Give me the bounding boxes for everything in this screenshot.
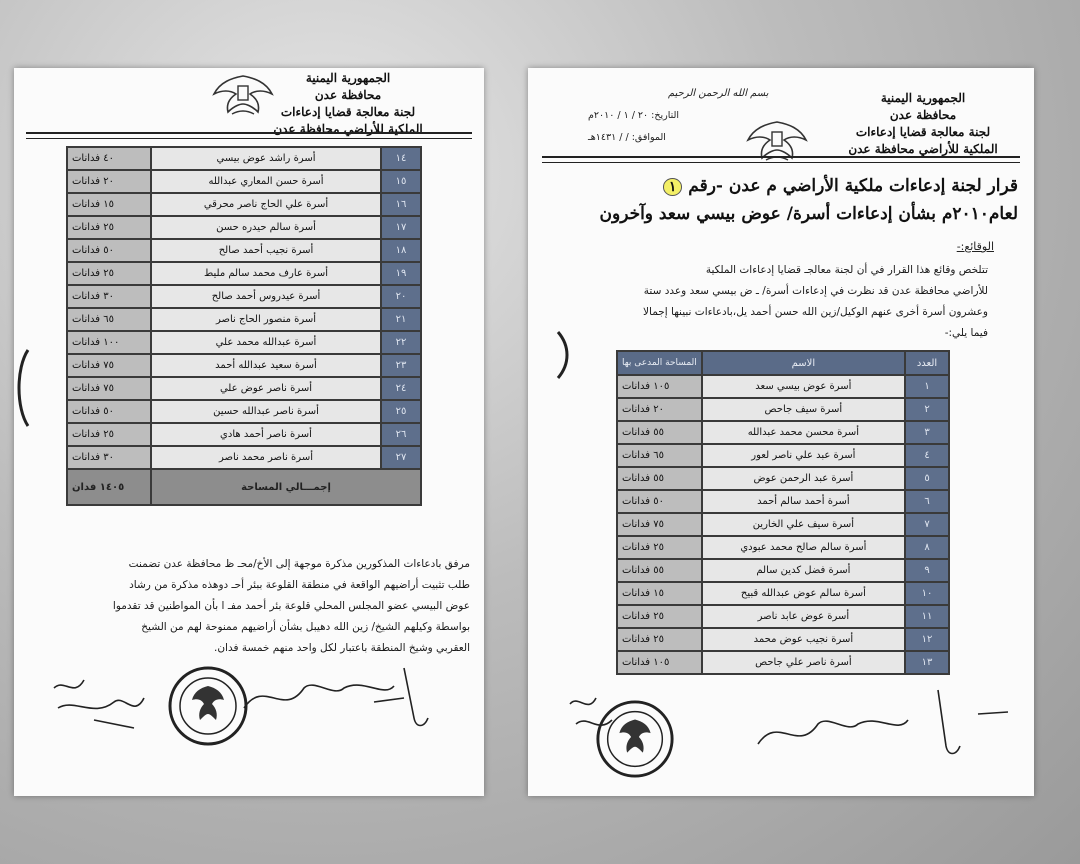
total-row — [67, 469, 421, 505]
document-page-left — [14, 68, 484, 796]
edge-stamp-icon — [14, 348, 30, 428]
header-line-1: الجمهورية اليمنية — [305, 71, 391, 85]
header-line-4: الملكية للأراضي محافظة عدن — [848, 142, 998, 156]
header-line-4: الملكية للأراضي محافظة عدن — [273, 122, 423, 136]
decision-title-line-2: لعام٢٠١٠م بشأن إدعاءات أسرة/ عوض بيسي سعد وآخرون — [599, 204, 1018, 224]
row-area: ٢٥ فدانات — [617, 536, 702, 559]
header-area: المساحة المدعى بها — [617, 351, 702, 375]
row-number: ١٨ — [381, 239, 421, 262]
row-name: أسرة حسن المعاري عبدالله — [151, 170, 381, 193]
document-page-right — [528, 68, 1034, 796]
row-number: ١٤ — [381, 147, 421, 170]
date-label: التاريخ: — [651, 110, 680, 121]
row-number: ٢٤ — [381, 377, 421, 400]
table-row — [617, 559, 949, 582]
row-area: ١٠٥ فدانات — [617, 375, 702, 398]
row-name: أسرة ناصر محمد ناصر — [151, 446, 381, 469]
row-name: أسرة ناصر عوض علي — [151, 377, 381, 400]
row-area: ٦٥ فدانات — [617, 444, 702, 467]
row-number: ٢٦ — [381, 423, 421, 446]
header-line-1: الجمهورية اليمنية — [880, 91, 966, 105]
row-name: أسرة نجيب عوض محمد — [702, 628, 905, 651]
table-row — [67, 262, 421, 285]
table-header-row — [617, 351, 949, 375]
claims-table — [616, 350, 950, 675]
row-area: ٥٥ فدانات — [617, 559, 702, 582]
table-row — [67, 239, 421, 262]
table-row — [617, 651, 949, 674]
signatures-icon — [558, 684, 1018, 774]
row-area: ٥٥ فدانات — [617, 467, 702, 490]
claims-table-body — [67, 147, 421, 469]
row-area: ١٥ فدانات — [67, 193, 151, 216]
header-rule — [542, 156, 1020, 158]
row-area: ٢٠ فدانات — [67, 170, 151, 193]
table-row — [67, 285, 421, 308]
row-name: أسرة ناصر عبدالله حسين — [151, 400, 381, 423]
row-name: أسرة عبدالله محمد علي — [151, 331, 381, 354]
section-facts-heading: الوقائع:- — [956, 240, 994, 253]
row-name: أسرة نجيب أحمد صالح — [151, 239, 381, 262]
table-row — [67, 400, 421, 423]
row-name: أسرة راشد عوض بيسي — [151, 147, 381, 170]
row-number: ٤ — [905, 444, 949, 467]
paragraph-line: للأراضي محافظة عدن قد نظرت في إدعاءات أسرة/ ـ ض بيسي سعد وعدد ستة — [643, 285, 988, 297]
paragraph-line: تتلخص وقائع هذا القرار في أن لجنة معالجـ قضايا إدعاءات الملكية — [705, 264, 988, 276]
row-number: ٥ — [905, 467, 949, 490]
row-number: ٢٥ — [381, 400, 421, 423]
row-number: ٢٢ — [381, 331, 421, 354]
row-name: أسرة أحمد سالم أحمد — [702, 490, 905, 513]
row-number: ١٢ — [905, 628, 949, 651]
table-row — [67, 377, 421, 400]
row-name: أسرة عارف محمد سالم مليط — [151, 262, 381, 285]
date-line — [588, 110, 679, 121]
row-area: ٥٠ فدانات — [617, 490, 702, 513]
row-area: ٧٥ فدانات — [617, 513, 702, 536]
table-row — [67, 423, 421, 446]
row-number: ٧ — [905, 513, 949, 536]
table-row — [617, 605, 949, 628]
row-number: ١٥ — [381, 170, 421, 193]
table-row — [617, 398, 949, 421]
header-line-2: محافظة عدن — [314, 88, 382, 102]
table-row — [67, 331, 421, 354]
row-name: أسرة منصور الحاج ناصر — [151, 308, 381, 331]
paragraph-line: بواسطة وكيلهم الشيخ/ زين الله دهيبل بشأن أراضيهم ممنوحة لهم من الشيخ — [141, 621, 470, 633]
row-area: ٥٥ فدانات — [617, 421, 702, 444]
row-name: أسرة عبد علي ناصر لعور — [702, 444, 905, 467]
row-area: ٣٠ فدانات — [67, 285, 151, 308]
row-name: أسرة سيف جاحص — [702, 398, 905, 421]
header-rule — [26, 132, 472, 134]
row-number: ١٧ — [381, 216, 421, 239]
row-area: ٣٠ فدانات — [67, 446, 151, 469]
row-name: أسرة عبد الرحمن عوض — [702, 467, 905, 490]
table-row — [617, 490, 949, 513]
edge-stamp-icon — [556, 330, 572, 380]
row-area: ٥٠ فدانات — [67, 400, 151, 423]
row-area: ٧٥ فدانات — [67, 354, 151, 377]
row-number: ٣ — [905, 421, 949, 444]
table-row — [617, 375, 949, 398]
row-area: ١٥ فدانات — [617, 582, 702, 605]
table-row — [67, 170, 421, 193]
header-line-3: لجنة معالجة قضايا إدعاءات — [855, 125, 991, 139]
basmala: بسم الله الرحمن الرحيم — [668, 88, 769, 99]
table-row — [617, 467, 949, 490]
row-area: ١٠٥ فدانات — [617, 651, 702, 674]
row-area: ٢٥ فدانات — [617, 605, 702, 628]
row-area: ٥٠ فدانات — [67, 239, 151, 262]
row-name: أسرة عوض عابد ناصر — [702, 605, 905, 628]
row-area: ١٠٠ فدانات — [67, 331, 151, 354]
row-name: أسرة سالم صالح محمد عبودي — [702, 536, 905, 559]
table-row — [617, 536, 949, 559]
table-row — [617, 444, 949, 467]
row-name: أسرة ناصر علي جاحص — [702, 651, 905, 674]
table-row — [67, 354, 421, 377]
row-name: أسرة علي الحاج ناصر محرقي — [151, 193, 381, 216]
row-number: ٦ — [905, 490, 949, 513]
header-line-2: محافظة عدن — [889, 108, 957, 122]
claims-table-continued — [66, 146, 422, 506]
row-number: ٨ — [905, 536, 949, 559]
row-number: ٢١ — [381, 308, 421, 331]
row-name: أسرة عيدروس أحمد صالح — [151, 285, 381, 308]
header-rule-thin — [26, 138, 472, 139]
row-area: ٢٠ فدانات — [617, 398, 702, 421]
row-number: ١٩ — [381, 262, 421, 285]
hijri-line — [588, 132, 666, 143]
row-number: ٩ — [905, 559, 949, 582]
row-area: ٢٥ فدانات — [67, 262, 151, 285]
row-number: ٢٠ — [381, 285, 421, 308]
row-number: ١١ — [905, 605, 949, 628]
paragraph-left — [30, 554, 470, 659]
row-area: ٢٥ فدانات — [617, 628, 702, 651]
decision-number: ١ — [663, 178, 683, 196]
row-number: ٢٣ — [381, 354, 421, 377]
row-name: أسرة محسن محمد عبدالله — [702, 421, 905, 444]
letterhead — [828, 90, 1018, 158]
table-row — [617, 628, 949, 651]
paragraph-right — [548, 260, 988, 344]
row-area: ٢٥ فدانات — [67, 423, 151, 446]
row-area: ٧٥ فدانات — [67, 377, 151, 400]
table-row — [67, 308, 421, 331]
row-number: ١٣ — [905, 651, 949, 674]
signatures-icon — [44, 658, 464, 738]
row-number: ١٦ — [381, 193, 421, 216]
row-name: أسرة عوض بيسي سعد — [702, 375, 905, 398]
row-number: ٢٧ — [381, 446, 421, 469]
paragraph-line: مرفق بادعاءات المذكورين مذكرة موجهة إلى الأخ/محـ ظ محافظة عدن تضمنت — [128, 558, 470, 570]
paragraph-line: فيما يلي:- — [944, 327, 988, 339]
table-row — [617, 421, 949, 444]
table-row — [67, 147, 421, 170]
header-num: العدد — [905, 351, 949, 375]
row-number: ١ — [905, 375, 949, 398]
row-name: أسرة سالم حيدره حسن — [151, 216, 381, 239]
table-row — [67, 193, 421, 216]
header-rule-thin — [542, 162, 1020, 163]
table-row — [617, 582, 949, 605]
table-row — [67, 216, 421, 239]
total-value: ١٤٠٥ فدان — [67, 469, 151, 505]
header-line-3: لجنة معالجة قضايا إدعاءات — [280, 105, 416, 119]
row-name: أسرة فضل كدين سالم — [702, 559, 905, 582]
decision-title-line-1 — [663, 176, 1018, 196]
header-name: الاسم — [702, 351, 905, 375]
row-name: أسرة سعيد عبدالله أحمد — [151, 354, 381, 377]
paragraph-line: طلب تثبيت أراضيهم الواقعة في منطقة القلوعة ببئر أحـ دوهذه مذكرة من رشاد — [129, 579, 470, 591]
paragraph-line: عوض البيسي عضو المجلس المحلي قلوعة بئر أحمد مفـ ا بأن المواطنين قد تقدموا — [112, 600, 470, 612]
row-number: ١٠ — [905, 582, 949, 605]
row-name: أسرة سالم عوض عبدالله قبيح — [702, 582, 905, 605]
table-row — [617, 513, 949, 536]
row-area: ٢٥ فدانات — [67, 216, 151, 239]
row-area: ٦٥ فدانات — [67, 308, 151, 331]
row-number: ٢ — [905, 398, 949, 421]
row-name: أسرة سيف علي الخارين — [702, 513, 905, 536]
row-name: أسرة ناصر أحمد هادي — [151, 423, 381, 446]
date-value: ٢٠ / ١ / ٢٠١٠م — [588, 110, 649, 121]
letterhead — [248, 70, 448, 138]
hijri-label: الموافق: — [631, 132, 666, 143]
paragraph-line: وعشرون أسرة أخرى عنهم الوكيل/زين الله حسن أحمد يل،بادعاءات نبينها إجمالا — [643, 306, 988, 318]
table-row — [67, 446, 421, 469]
total-label: إجمـــالي المساحة — [151, 469, 421, 505]
claims-table-body — [617, 375, 949, 674]
paragraph-line: العقربي وشيخ المنطقة باعتبار لكل واحد منهم خمسة فدان. — [214, 642, 470, 654]
hijri-value: / / ١٤٣١هـ — [588, 132, 629, 143]
row-area: ٤٠ فدانات — [67, 147, 151, 170]
title-text-1: قرار لجنة إدعاءات ملكية الأراضي م عدن -رقم — [688, 176, 1018, 196]
